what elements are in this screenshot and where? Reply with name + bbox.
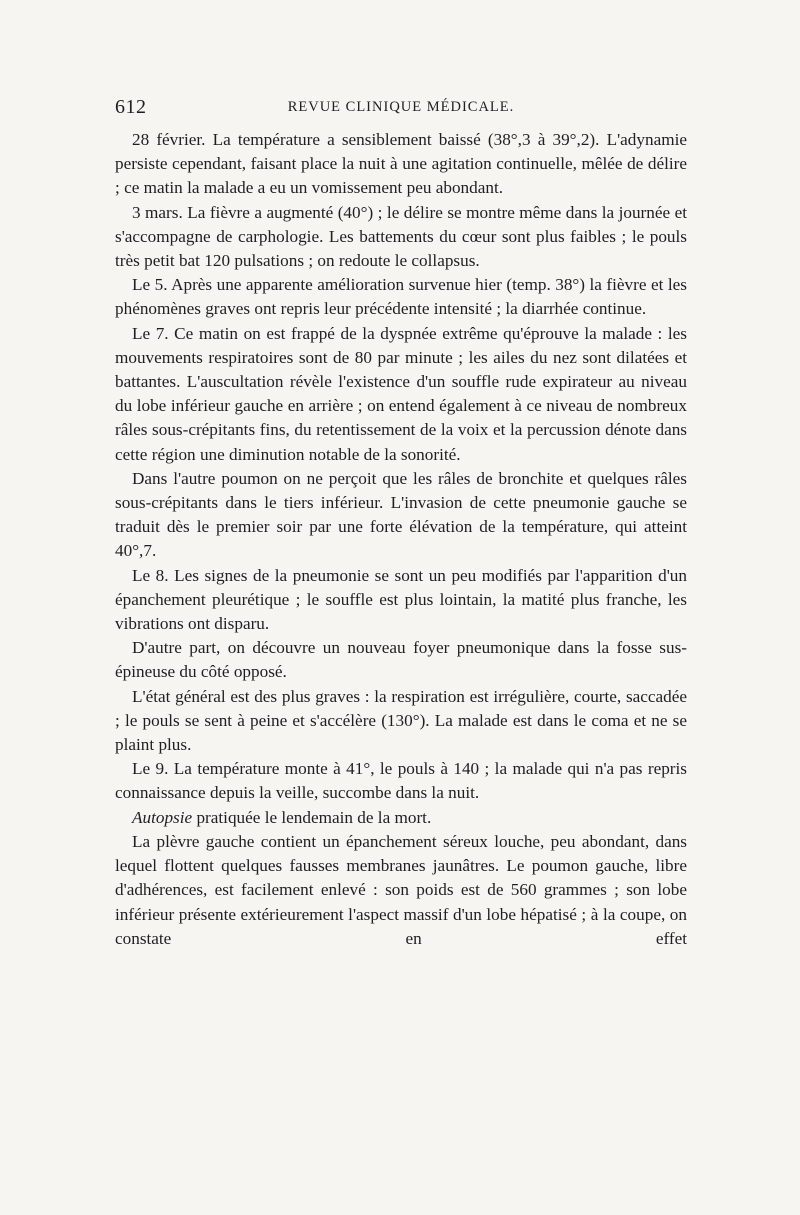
paragraph-pleura: La plèvre gauche contient un épanchement séreux louche, peu abondant, dans lequel flottent quelques fausses membranes jaunâtres. Le poumon gauche, libre d'adhérences, est facilement enlevé : son poids est de 560 grammes ; son lobe inférieur présente extérieurement l'aspect massif d'un lobe hépatisé ; à la coupe, on constate en effet (115, 831, 687, 948)
paragraph-autopsy (115, 806, 687, 830)
autopsy-intro: pratiquée le lendemain de la mort. (192, 807, 432, 827)
page-header (115, 96, 687, 124)
paragraph-day-9: Le 9. La température monte à 41°, le pouls à 140 ; la malade qui n'a pas repris connaissance depuis la veille, succombe dans la nuit. (115, 759, 687, 803)
paragraph-general-state: L'état général est des plus graves : la respiration est irrégulière, courte, saccadée ; le pouls se sent à peine et s'accélère (130°). La malade est dans le coma et ne se plaint plus. (115, 686, 687, 755)
paragraph-march-3: 3 mars. La fièvre a augmenté (40°) ; le délire se montre même dans la journée et s'accompagne de carphologie. Les battements du cœur sont plus faibles ; le pouls très petit bat 120 pulsations ; on redoute le collapsus. (115, 202, 687, 271)
autopsy-heading: Autopsie (132, 807, 193, 827)
page-number: 612 (115, 96, 147, 118)
paragraph-day-8: Le 8. Les signes de la pneumonie se sont un peu modifiés par l'apparition d'un épanchement pleurétique ; le souffle est plus lointain, la matité plus franche, les vibrations ont disparu. (115, 565, 687, 634)
paragraph-day-7: Le 7. Ce matin on est frappé de la dyspnée extrême qu'éprouve la malade : les mouvements respiratoires sont de 80 par minute ; les ailes du nez sont dilatées et battantes. L'auscultation révèle l'existence d'un souffle rude expirateur au niveau du lobe inférieur gauche en arrière ; on entend également à ce niveau de nombreux râles sous-crépitants fins, du retentissement de la voix et la percussion dénote dans cette région une diminution notable de la sonorité. (115, 323, 687, 464)
paragraph-other-lung: Dans l'autre poumon on ne perçoit que les râles de bronchite et quelques râles sous-crépitants dans le tiers inférieur. L'invasion de cette pneumonie gauche se traduit dès le premier soir par une forte élévation de la température, qui atteint 40°,7. (115, 468, 687, 561)
running-title: REVUE CLINIQUE MÉDICALE. (287, 99, 515, 115)
paragraph-day-5: Le 5. Après une apparente amélioration survenue hier (temp. 38°) la fièvre et les phénomènes graves ont repris leur précédente intensité ; la diarrhée continue. (115, 275, 687, 319)
paragraph-new-focus: D'autre part, on découvre un nouveau foyer pneumonique dans la fosse sus-épineuse du côté opposé. (115, 638, 687, 682)
body-text (115, 128, 687, 951)
paragraph-feb-28: 28 février. La température a sensiblement baissé (38°,3 à 39°,2). L'adynamie persiste cependant, faisant place la nuit à une agitation continuelle, mêlée de délire ; ce matin la malade a eu un vomissement peu abondant. (115, 130, 687, 198)
document-page (115, 96, 687, 951)
